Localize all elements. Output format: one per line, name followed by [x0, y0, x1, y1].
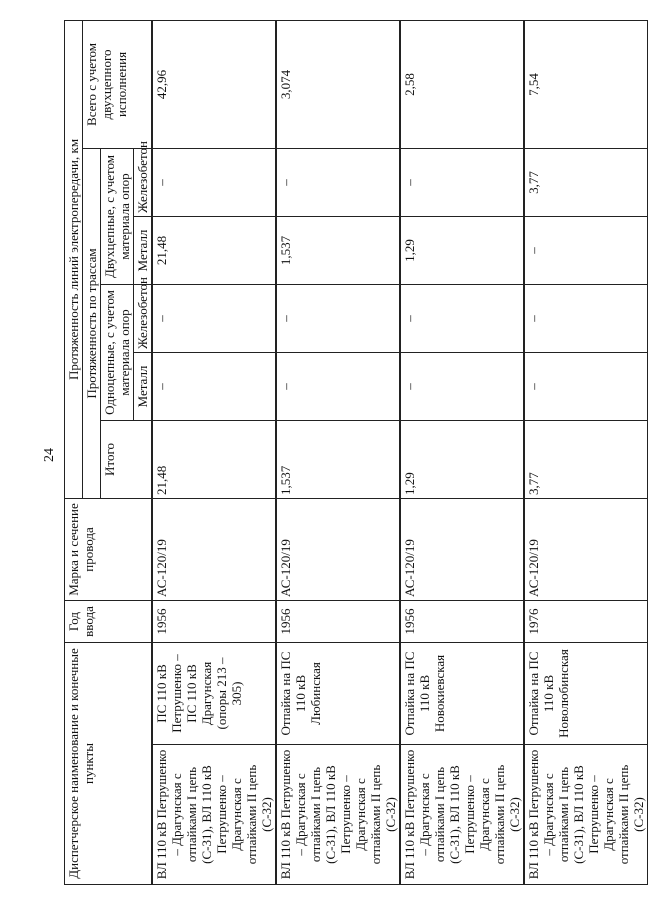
power-lines-table [64, 20, 648, 885]
row-total: 1,29 [400, 421, 524, 499]
row-wire: АС-120/19 [276, 499, 400, 601]
header-single-concrete: Железобетон [134, 285, 153, 353]
row-end-points: Отпайка на ПС 110 кВ Любинская [276, 643, 400, 745]
row-double-metal: 1,537 [276, 217, 400, 285]
table-row [152, 20, 276, 884]
row-year: 1956 [152, 601, 276, 643]
row-double-metal: 21,48 [152, 217, 276, 285]
table-row [524, 20, 648, 884]
row-end-points: ПС 110 кВ Петрушенко – ПС 110 кВ Драгунская (опоры 213 – 305) [152, 643, 276, 745]
header-wire: Марка и сечение провода [65, 499, 153, 601]
row-double-concrete: – [400, 149, 524, 217]
header-double-metal: Металл [134, 217, 153, 285]
table-row [276, 20, 400, 884]
row-total: 3,77 [524, 421, 648, 499]
row-total-double: 7,54 [524, 20, 648, 148]
row-single-concrete: – [276, 285, 400, 353]
row-end-points: Отпайка на ПС 110 кВ Новокиевская [400, 643, 524, 745]
row-single-metal: – [276, 353, 400, 421]
row-year: 1956 [400, 601, 524, 643]
row-total-double: 2,58 [400, 20, 524, 148]
row-total: 21,48 [152, 421, 276, 499]
header-total-with-double: Всего с учетом двухцепного исполнения [83, 20, 153, 148]
row-double-concrete: 3,77 [524, 149, 648, 217]
header-double-concrete: Железобетон [134, 149, 153, 217]
row-single-concrete: – [524, 285, 648, 353]
header-length-group: Протяженность линий электропередачи, км [65, 20, 83, 498]
header-single-metal: Металл [134, 353, 153, 421]
row-total: 1,537 [276, 421, 400, 499]
row-year: 1976 [524, 601, 648, 643]
header-double-circuit: Двухцепные, с учетом материала опор [101, 149, 134, 285]
rotated-table-container [64, 21, 646, 885]
row-line-name: ВЛ 110 кВ Петрушенко – Драгунская с отпайками I цепь (С-31), ВЛ 110 кВ Петрушенко – Драгунская с отпайками II цепь (С-32) [400, 745, 524, 885]
header-total: Итого [101, 421, 153, 499]
row-double-concrete: – [152, 149, 276, 217]
row-double-concrete: – [276, 149, 400, 217]
row-line-name: ВЛ 110 кВ Петрушенко – Драгунская с отпайками I цепь (С-31), ВЛ 110 кВ Петрушенко – Драгунская с отпайками II цепь (С-32) [152, 745, 276, 885]
row-end-points: Отпайка на ПС 110 кВ Новолюбинская [524, 643, 648, 745]
page-number: 24 [42, 448, 57, 462]
row-wire: АС-120/19 [152, 499, 276, 601]
row-wire: АС-120/19 [524, 499, 648, 601]
row-double-metal: 1,29 [400, 217, 524, 285]
row-single-metal: – [400, 353, 524, 421]
header-dispatch-name: Диспетчерское наименование и конечные пункты [65, 643, 153, 885]
row-single-metal: – [152, 353, 276, 421]
row-total-double: 42,96 [152, 20, 276, 148]
row-single-concrete: – [400, 285, 524, 353]
row-single-concrete: – [152, 285, 276, 353]
header-route-group: Протяженность по трассам [83, 149, 101, 499]
header-single-circuit: Одноцепные, с учетом материала опор [101, 285, 134, 421]
row-single-metal: – [524, 353, 648, 421]
row-line-name: ВЛ 110 кВ Петрушенко – Драгунская с отпайками I цепь (С-31), ВЛ 110 кВ Петрушенко – Драгунская с отпайками II цепь (С-32) [524, 745, 648, 885]
row-total-double: 3,074 [276, 20, 400, 148]
row-wire: АС-120/19 [400, 499, 524, 601]
row-line-name: ВЛ 110 кВ Петрушенко – Драгунская с отпайками I цепь (С-31), ВЛ 110 кВ Петрушенко – Драгунская с отпайками II цепь (С-32) [276, 745, 400, 885]
header-year: Год ввода [65, 601, 153, 643]
row-year: 1956 [276, 601, 400, 643]
table-row [400, 20, 524, 884]
row-double-metal: – [524, 217, 648, 285]
